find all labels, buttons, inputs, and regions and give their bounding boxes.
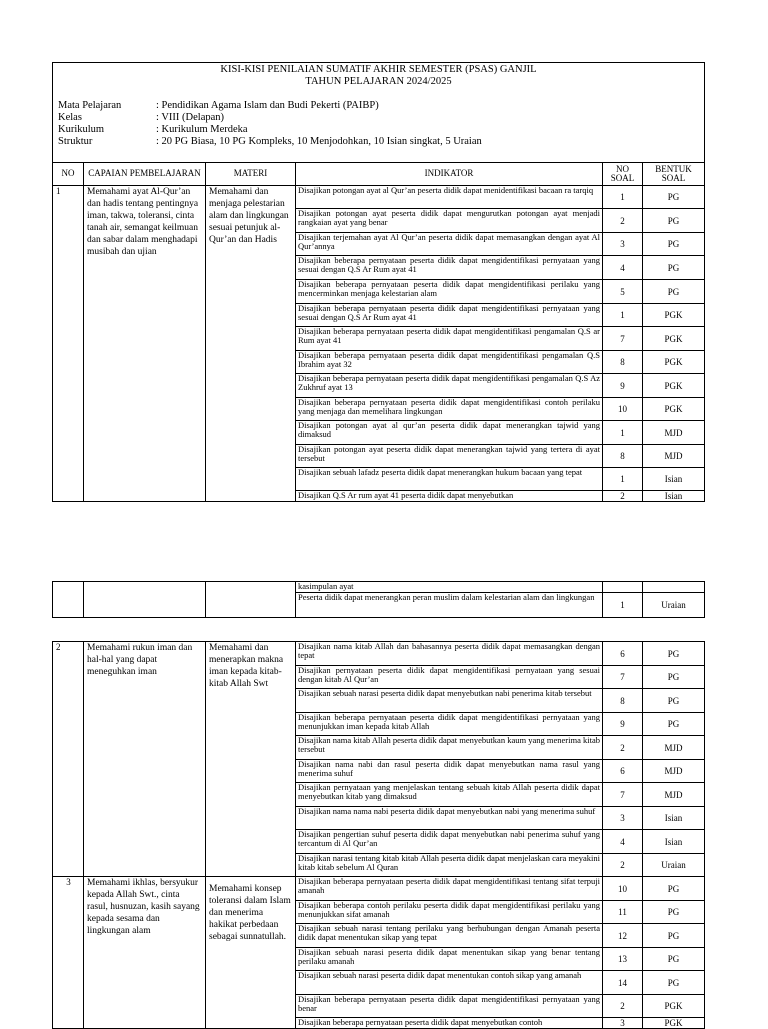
meta-value: : VIII (Delapan) <box>156 112 225 123</box>
no-soal-cell: 14 <box>603 971 643 995</box>
indikator-cell: Disajikan nama kitab Allah dan bahasannya peserta didik dapat memasangkan dengan tepat <box>296 642 603 666</box>
indikator-cell: Disajikan potongan ayat peserta didik dapat mengurutkan potongan ayat menjadi rangkaian ayat yang benar <box>296 209 603 233</box>
table-row <box>53 642 705 666</box>
no-soal-cell <box>603 582 643 593</box>
indikator-cell: Disajikan pernyataan peserta didik dapat mengidentifikasi pernyataan yang sesuai dengan kitab Al Qur’an <box>296 666 603 689</box>
capaian-cell: Memahami ayat Al-Qur’an dan hadis tentang pentingnya iman, takwa, toleransi, cinta tanah air, semangat keilmuan dan sabar dalam menghadapi musibah dan ujian <box>84 186 206 502</box>
no-soal-cell: 2 <box>603 854 643 877</box>
table-row <box>53 877 705 901</box>
materi-cell: Memahami konsep toleransi dalam Islam dan menerima hakikat perbedaan sebagai sunnatullah. <box>206 877 296 1029</box>
row-number: 3 <box>53 877 84 1029</box>
bentuk-soal-cell: PGK <box>643 1018 705 1029</box>
meta-key: Kurikulum <box>58 124 105 135</box>
bentuk-soal-cell: MJD <box>643 421 705 445</box>
materi-cell <box>206 582 296 618</box>
no-soal-cell: 1 <box>603 468 643 491</box>
col-indikator: INDIKATOR <box>296 163 603 186</box>
bentuk-soal-cell: PG <box>643 971 705 995</box>
bentuk-soal-cell: MJD <box>643 736 705 760</box>
col-bentuk-soal: BENTUK SOAL <box>643 163 705 186</box>
row-number: 1 <box>53 186 84 502</box>
bentuk-soal-cell: PGK <box>643 351 705 374</box>
col-capaian: CAPAIAN PEMBELAJARAN <box>84 163 206 186</box>
indikator-cell: kasimpulan ayat <box>296 582 603 593</box>
row-number <box>53 582 84 618</box>
no-soal-cell: 3 <box>603 233 643 256</box>
bentuk-soal-cell: MJD <box>643 760 705 783</box>
bentuk-soal-cell: PG <box>643 209 705 233</box>
no-soal-cell: 9 <box>603 713 643 736</box>
col-no-soal: NO SOAL <box>603 163 643 186</box>
no-soal-cell: 8 <box>603 351 643 374</box>
indikator-cell: Disajikan beberapa pernyataan peserta didik dapat mengidentifikasi contoh perilaku yang menjaga dan memelihara lingkungan <box>296 398 603 421</box>
no-soal-cell: 1 <box>603 186 643 209</box>
indikator-cell: Disajikan sebuah narasi tentang perilaku yang berhubungan dengan Amanah peserta didik dapat menentukan sikap yang tepat <box>296 924 603 948</box>
meta-line <box>58 136 482 148</box>
kisi-table-page1 <box>52 162 705 502</box>
no-soal-cell: 4 <box>603 256 643 280</box>
bentuk-soal-cell: Uraian <box>643 593 705 618</box>
bentuk-soal-cell: PGK <box>643 374 705 398</box>
meta-key: Mata Pelajaran <box>58 100 122 111</box>
no-soal-cell: 7 <box>603 666 643 689</box>
no-soal-cell: 3 <box>603 1018 643 1029</box>
indikator-cell: Disajikan potongan ayat al qur’an peserta didik dapat menerangkan tajwid yang dimaksud <box>296 421 603 445</box>
bentuk-soal-cell: PG <box>643 256 705 280</box>
indikator-cell: Disajikan potongan ayat peserta didik dapat menerangkan tajwid yang tertera di ayat tersebut <box>296 445 603 468</box>
no-soal-cell: 2 <box>603 736 643 760</box>
indikator-cell: Disajikan terjemahan ayat Al Qur’an peserta didik dapat memasangkan dengan ayat Al Qur’annya <box>296 233 603 256</box>
materi-cell: Memahami dan menjaga pelestarian alam dan lingkungan sesuai petunjuk al-Qur’an dan Hadis <box>206 186 296 502</box>
no-soal-cell: 6 <box>603 642 643 666</box>
indikator-cell: Disajikan beberapa contoh perilaku peserta didik dapat mengidentifikasi perilaku yang menunjukkan sifat amanah <box>296 901 603 924</box>
no-soal-cell: 4 <box>603 830 643 854</box>
document-subtitle: TAHUN PELAJARAN 2024/2025 <box>305 76 452 87</box>
kisi-table-page2 <box>52 641 705 1029</box>
no-soal-cell: 9 <box>603 374 643 398</box>
no-soal-cell: 1 <box>603 593 643 618</box>
table-row <box>53 186 705 209</box>
bentuk-soal-cell: PG <box>643 186 705 209</box>
no-soal-cell: 7 <box>603 327 643 351</box>
indikator-cell: Disajikan beberapa pernyataan peserta didik dapat menyebutkan contoh <box>296 1018 603 1029</box>
indikator-cell: Disajikan beberapa pernyataan peserta didik dapat mengidentifikasi pengamalan Q.S ar Rum ayat 41 <box>296 327 603 351</box>
capaian-cell <box>84 582 206 618</box>
indikator-cell: Disajikan sebuah narasi peserta didik dapat menentukan contoh sikap yang amanah <box>296 971 603 995</box>
bentuk-soal-cell: Isian <box>643 830 705 854</box>
bentuk-soal-cell: PG <box>643 689 705 713</box>
bentuk-soal-cell: PG <box>643 280 705 304</box>
indikator-cell: Disajikan beberapa pernyataan peserta didik dapat mengidentifikasi pengamalan Q.S Ibrahim ayat 32 <box>296 351 603 374</box>
bentuk-soal-cell <box>643 582 705 593</box>
bentuk-soal-cell: PGK <box>643 304 705 327</box>
bentuk-soal-cell: PG <box>643 948 705 971</box>
no-soal-cell: 1 <box>603 421 643 445</box>
meta-key: Struktur <box>58 136 93 147</box>
bentuk-soal-cell: PGK <box>643 995 705 1018</box>
indikator-cell: Disajikan narasi tentang kitab kitab Allah peserta didik dapat menjelaskan cara meyakini kitab kitab sebelum Al Quran <box>296 854 603 877</box>
materi-cell: Memahami dan menerapkan makna iman kepada kitab-kitab Allah Swt <box>206 642 296 877</box>
no-soal-cell: 10 <box>603 398 643 421</box>
meta-value: : Pendidikan Agama Islam dan Budi Pekerti (PAIBP) <box>156 100 379 111</box>
no-soal-cell: 3 <box>603 807 643 830</box>
indikator-cell: Disajikan nama nabi dan rasul peserta didik dapat menyebutkan nama rasul yang menerima suhuf <box>296 760 603 783</box>
page-1 <box>52 62 704 504</box>
bentuk-soal-cell: PGK <box>643 398 705 421</box>
bentuk-soal-cell: Isian <box>643 468 705 491</box>
document-header <box>52 62 705 163</box>
indikator-cell: Disajikan nama nama nabi peserta didik dapat menyebutkan nabi yang menerima suhuf <box>296 807 603 830</box>
indikator-cell: Disajikan sebuah narasi peserta didik dapat menentukan sikap yang benar tentang perilaku amanah <box>296 948 603 971</box>
no-soal-cell: 2 <box>603 995 643 1018</box>
meta-line <box>58 100 482 112</box>
indikator-cell: Disajikan beberapa pernyataan peserta didik dapat mengidentifikasi pernyataan yang menunjukkan iman kepada kitab Allah <box>296 713 603 736</box>
col-no: NO <box>53 163 84 186</box>
meta-value: : Kurikulum Merdeka <box>156 124 248 135</box>
document-title: KISI-KISI PENILAIAN SUMATIF AKHIR SEMESTER (PSAS) GANJIL <box>220 64 537 75</box>
indikator-cell: Disajikan nama kitab Allah peserta didik dapat menyebutkan kaum yang menerima kitab tersebut <box>296 736 603 760</box>
meta-key: Kelas <box>58 112 82 123</box>
meta-value: : 20 PG Biasa, 10 PG Kompleks, 10 Menjodohkan, 10 Isian singkat, 5 Uraian <box>156 136 482 147</box>
no-soal-cell: 5 <box>603 280 643 304</box>
no-soal-cell: 8 <box>603 689 643 713</box>
bentuk-soal-cell: PG <box>643 233 705 256</box>
table-row <box>53 582 705 593</box>
indikator-cell: Disajikan beberapa pernyataan peserta didik dapat mengidentifikasi pernyataan yang benar <box>296 995 603 1018</box>
bentuk-soal-cell: PG <box>643 901 705 924</box>
bentuk-soal-cell: PG <box>643 924 705 948</box>
bentuk-soal-cell: PG <box>643 642 705 666</box>
no-soal-cell: 2 <box>603 209 643 233</box>
meta-line <box>58 112 482 124</box>
no-soal-cell: 7 <box>603 783 643 807</box>
indikator-cell: Disajikan beberapa pernyataan peserta didik dapat mengidentifikasi pernyataan yang sesuai dengan Q.S Ar Rum ayat 41 <box>296 304 603 327</box>
no-soal-cell: 12 <box>603 924 643 948</box>
bentuk-soal-cell: MJD <box>643 445 705 468</box>
indikator-cell: Disajikan potongan ayat al Qur’an peserta didik dapat menidentifikasi bacaan ra tarqiq <box>296 186 603 209</box>
indikator-cell: Disajikan pengertian suhuf peserta didik dapat menyebutkan nabi penerima suhuf yang tercantum di Al Qur’an <box>296 830 603 854</box>
no-soal-cell: 6 <box>603 760 643 783</box>
bentuk-soal-cell: PG <box>643 666 705 689</box>
indikator-cell: Disajikan pernyataan yang menjelaskan tentang sebuah kitab Allah peserta didik dapat menyebutkan kitab yang dimaksud <box>296 783 603 807</box>
bentuk-soal-cell: Uraian <box>643 854 705 877</box>
table-header-row <box>53 163 705 186</box>
indikator-cell: Peserta didik dapat menerangkan peran muslim dalam kelestarian alam dan lingkungan <box>296 593 603 618</box>
indikator-cell: Disajikan Q.S Ar rum ayat 41 peserta didik dapat menyebutkan <box>296 491 603 502</box>
row-number: 2 <box>53 642 84 877</box>
capaian-cell: Memahami rukun iman dan hal-hal yang dapat meneguhkan iman <box>84 642 206 877</box>
bentuk-soal-cell: Isian <box>643 807 705 830</box>
kisi-table-continuation <box>52 581 705 618</box>
indikator-cell: Disajikan sebuah lafadz peserta didik dapat menerangkan hukum bacaan yang tepat <box>296 468 603 491</box>
indikator-cell: Disajikan beberapa pernyataan peserta didik dapat mengidentifikasi pernyataan yang sesuai dengan Q.S Ar Rum ayat 41 <box>296 256 603 280</box>
no-soal-cell: 10 <box>603 877 643 901</box>
no-soal-cell: 8 <box>603 445 643 468</box>
indikator-cell: Disajikan sebuah narasi peserta didik dapat menyebutkan nabi penerima kitab tersebut <box>296 689 603 713</box>
capaian-cell: Memahami ikhlas, bersyukur kepada Allah Swt., cinta rasul, husnuzan, kasih sayang kepada sesama dan lingkungan alam <box>84 877 206 1029</box>
no-soal-cell: 2 <box>603 491 643 502</box>
bentuk-soal-cell: MJD <box>643 783 705 807</box>
meta-block <box>58 100 482 148</box>
no-soal-cell: 11 <box>603 901 643 924</box>
no-soal-cell: 1 <box>603 304 643 327</box>
no-soal-cell: 13 <box>603 948 643 971</box>
bentuk-soal-cell: PG <box>643 877 705 901</box>
meta-line <box>58 124 482 136</box>
bentuk-soal-cell: PG <box>643 713 705 736</box>
indikator-cell: Disajikan beberapa pernyataan peserta didik dapat mengidentifikasi tentang sifat terpuji amanah <box>296 877 603 901</box>
col-materi: MATERI <box>206 163 296 186</box>
indikator-cell: Disajikan beberapa pernyataan peserta didik dapat mengidentifikasi perilaku yang mencerminkan menjaga kelestarian alam <box>296 280 603 304</box>
bentuk-soal-cell: Isian <box>643 491 705 502</box>
indikator-cell: Disajikan beberapa pernyataan peserta didik dapat mengidentifikasi pengamalan Q.S Az Zukhruf ayat 13 <box>296 374 603 398</box>
bentuk-soal-cell: PGK <box>643 327 705 351</box>
